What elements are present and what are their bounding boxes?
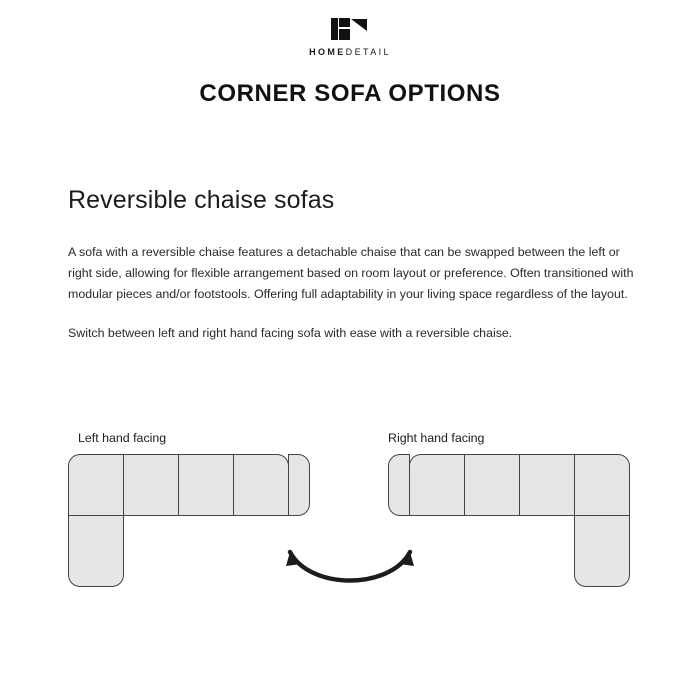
curved-swap-arrow-icon xyxy=(276,540,424,600)
left-sofa-seat-1 xyxy=(68,454,124,516)
brand-wordmark-home: HOME xyxy=(309,47,346,57)
sofa-diagram xyxy=(0,420,700,660)
home-detail-logo-mark-icon xyxy=(321,18,379,44)
right-hand-facing-label: Right hand facing xyxy=(388,431,485,445)
right-sofa-chaise xyxy=(574,515,630,587)
section-heading: Reversible chaise sofas xyxy=(68,186,335,214)
brand-wordmark-detail: DETAIL xyxy=(345,47,391,57)
brand-wordmark xyxy=(309,47,391,57)
left-sofa-seat-2 xyxy=(123,454,179,516)
right-sofa-seat-1 xyxy=(409,454,465,516)
left-hand-facing-label: Left hand facing xyxy=(78,431,167,445)
left-sofa-arm-right xyxy=(288,454,310,516)
left-sofa-chaise xyxy=(68,515,124,587)
brand-logo xyxy=(0,18,700,57)
paragraph-2: Switch between left and right hand facing sofa with ease with a reversible chaise. xyxy=(68,326,513,340)
right-sofa-seat-3 xyxy=(519,454,575,516)
section-body xyxy=(68,242,634,344)
page-title: CORNER SOFA OPTIONS xyxy=(199,80,501,107)
right-sofa-seat-4 xyxy=(574,454,630,516)
paragraph-1: A sofa with a reversible chaise features a detachable chaise that can be swapped between the left or right side, allowing for flexible arrangement based on room layout or preference. Often transitioned with modular pieces and/or footstools. Offering full adaptability in your living space regardless of the layout. xyxy=(68,245,634,301)
left-sofa-seat-4 xyxy=(233,454,289,516)
right-sofa-arm-left xyxy=(388,454,410,516)
left-sofa-seat-3 xyxy=(178,454,234,516)
right-sofa-seat-2 xyxy=(464,454,520,516)
